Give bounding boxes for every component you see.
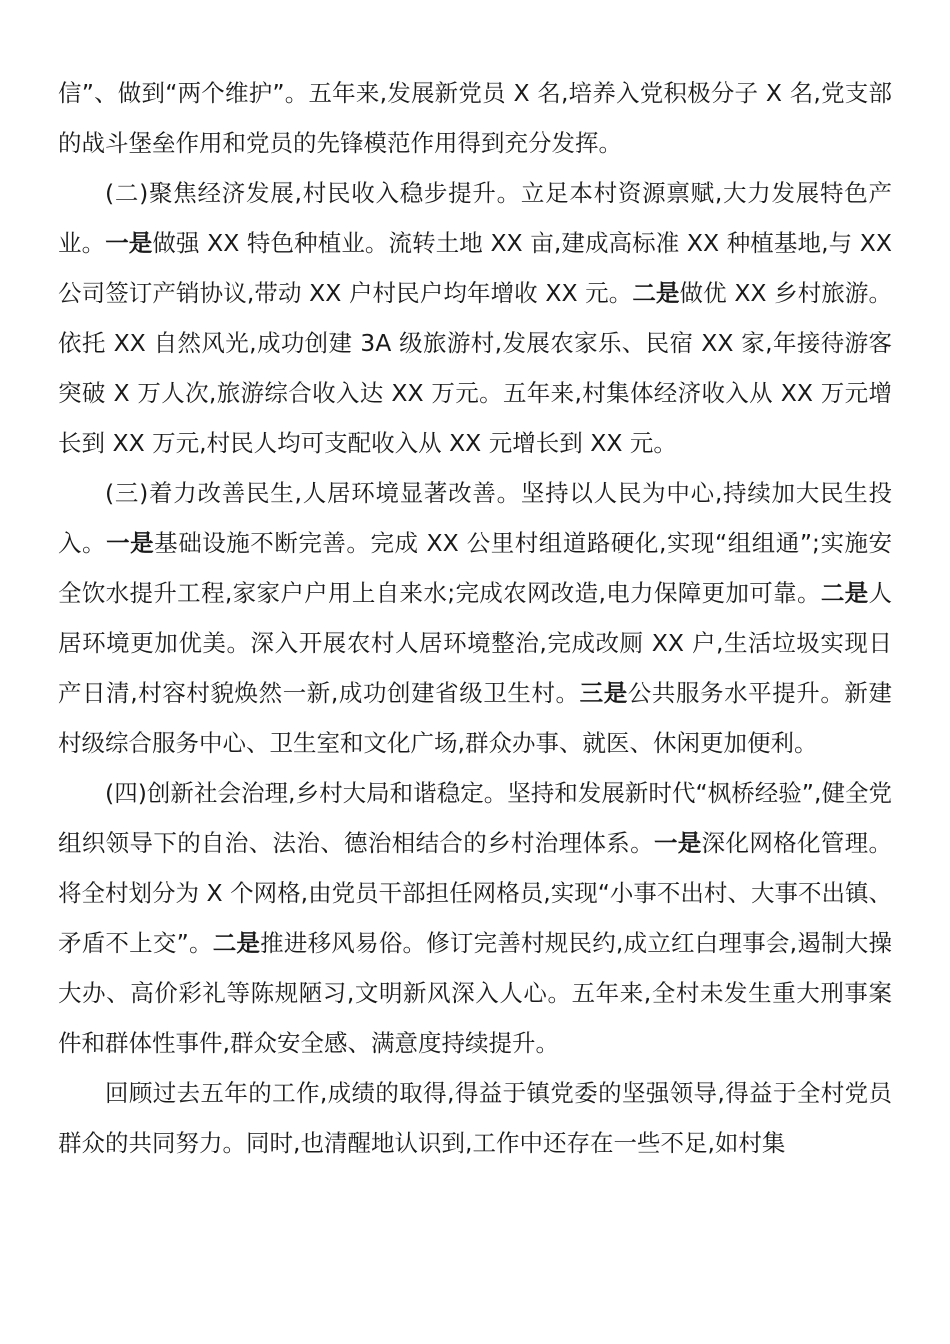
- bold-lead: 三是: [579, 679, 628, 707]
- paragraph-social-governance: [58, 768, 892, 1068]
- paragraph-party-building-end: [58, 68, 892, 168]
- text-segment: (二)聚焦经济发展,村民收入稳步提升。立足本村资源禀赋,大力发展特色产业。: [58, 179, 892, 257]
- text-segment: 基础设施不断完善。完成 XX 公里村组道路硬化,实现“组组通”;实施安全饮水提升工程,家家户户用上自来水;完成农网改造,电力保障更加可靠。: [58, 529, 893, 607]
- bold-lead: 二是: [632, 279, 680, 307]
- bold-lead: 一是: [106, 529, 155, 557]
- text-segment: 人居环境更加优美。深入开展农村人居环境整治,完成改厕 XX 户,生活垃圾实现日产日清,村容村貌焕然一新,成功创建省级卫生村。: [58, 579, 893, 707]
- bold-lead: 二是: [820, 579, 869, 607]
- text-segment: 深化网格化管理。将全村划分为 X 个网格,由党员干部担任网格员,实现“小事不出村、大事不出镇、矛盾不上交”。: [58, 829, 893, 957]
- paragraph-livelihood: [58, 468, 892, 768]
- text-segment: 回顾过去五年的工作,成绩的取得,得益于镇党委的坚强领导,得益于全村党员群众的共同努力。同时,也清醒地认识到,工作中还存在一些不足,如村集: [58, 1079, 892, 1157]
- paragraph-economic-development: [58, 168, 892, 468]
- bold-lead: 一是: [105, 229, 153, 257]
- bold-lead: 一是: [653, 829, 702, 857]
- bold-lead: 二是: [212, 929, 261, 957]
- text-segment: 推进移风易俗。修订完善村规民约,成立红白理事会,遏制大操大办、高价彩礼等陈规陋习,文明新风深入人心。五年来,全村未发生重大刑事案件和群体性事件,群众安全感、满意度持续提升。: [58, 929, 892, 1057]
- text-segment: 信”、做到“两个维护”。五年来,发展新党员 X 名,培养入党积极分子 X 名,党支部的战斗堡垒作用和党员的先锋模范作用得到充分发挥。: [58, 79, 892, 157]
- text-segment: 做强 XX 特色种植业。流转土地 XX 亩,建成高标准 XX 种植基地,与 XX 公司签订产销协议,带动 XX 户村民户均年增收 XX 元。: [58, 229, 893, 307]
- text-segment: 做优 XX 乡村旅游。依托 XX 自然风光,成功创建 3A 级旅游村,发展农家乐、民宿 XX 家,年接待游客突破 X 万人次,旅游综合收入达 XX 万元。五年来,村集体经济收入从 XX 万元增长到 XX 万元,村民人均可支配收入从 XX 元增长到 XX 元。: [58, 279, 893, 457]
- text-segment: 公共服务水平提升。新建村级综合服务中心、卫生室和文化广场,群众办事、就医、休闲更加便利。: [58, 679, 893, 757]
- text-segment: (三)着力改善民生,人居环境显著改善。坚持以人民为中心,持续加大民生投入。: [58, 479, 892, 557]
- text-segment: (四)创新社会治理,乡村大局和谐稳定。坚持和发展新时代“枫桥经验”,健全党组织领导下的自治、法治、德治相结合的乡村治理体系。: [58, 779, 892, 857]
- paragraph-review: [58, 1068, 892, 1168]
